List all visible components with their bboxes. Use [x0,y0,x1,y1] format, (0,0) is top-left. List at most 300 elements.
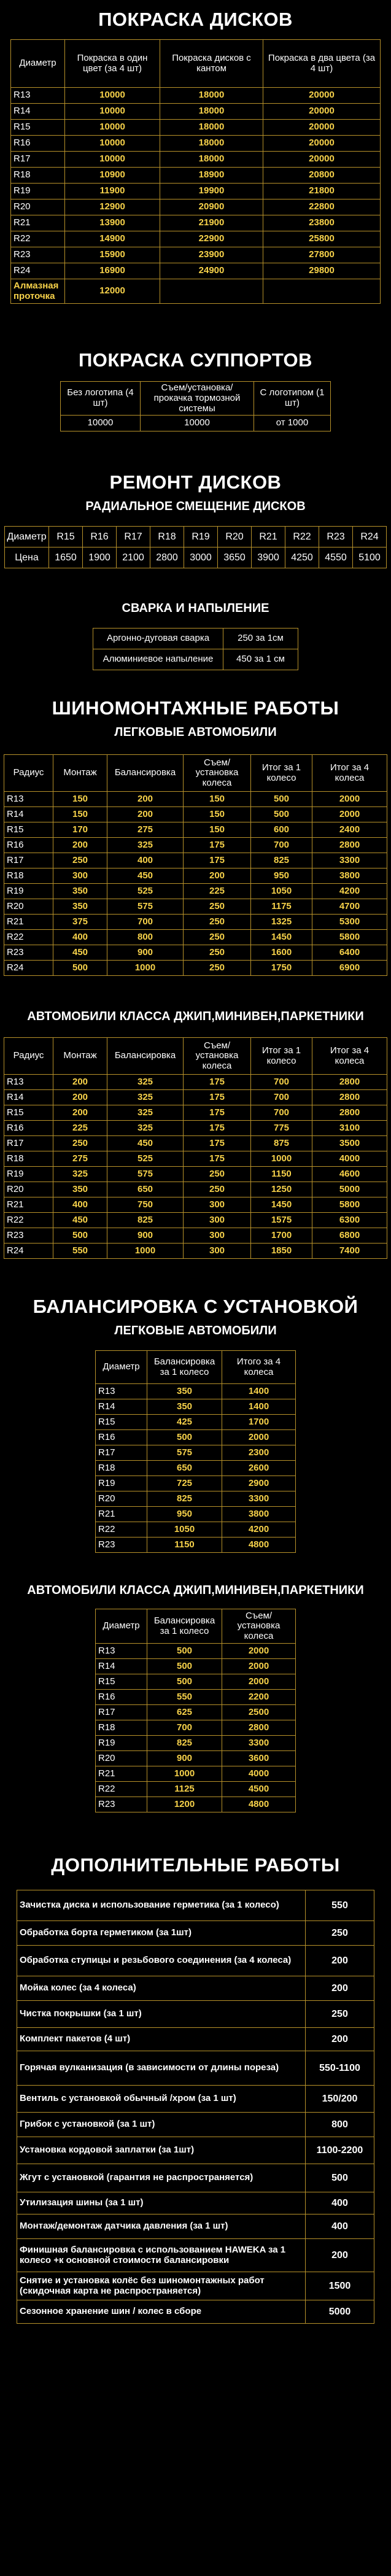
price-cell: 700 [147,1720,222,1736]
diameter-cell: R20 [4,1182,53,1197]
price-cell: 825 [251,853,312,868]
price-cell: 175 [184,1075,251,1090]
extra-works-table [17,1890,374,2324]
service-price: 200 [306,1946,374,1976]
table-row [96,1674,296,1690]
price-cell: 2000 [312,807,387,822]
table-row [96,1522,296,1537]
price-cell: 225 [53,1121,107,1136]
price-cell: 200 [107,807,184,822]
price-cell: 200 [107,792,184,807]
price-cell: 450 [107,1136,184,1151]
service-name: Сезонное хранение шин / колес в сборе [17,2300,306,2324]
price-cell: 2100 [117,547,150,568]
col-header: Съем/ установка колеса [184,1038,251,1075]
price-cell: 700 [251,1090,312,1105]
service-name: Жгут с установкой (гарантия не распространяется) [17,2164,306,2192]
diameter-cell: R17 [4,853,53,868]
price-cell: 4200 [222,1522,296,1537]
price-cell: 20000 [263,120,381,136]
diameter-cell: R17 [4,1136,53,1151]
price-cell: от 1000 [254,416,331,431]
price-cell: 325 [107,1121,184,1136]
disc-repair-title: РЕМОНТ ДИСКОВ [109,471,282,493]
table-row [96,1705,296,1720]
table-row [11,104,381,120]
diameter-cell: R13 [4,792,53,807]
price-cell: 900 [147,1751,222,1766]
row-label: Цена [5,547,49,568]
price-cell: 300 [53,868,107,884]
price-cell: 725 [147,1476,222,1491]
service-price: 400 [306,2192,374,2214]
price-cell: 600 [251,822,312,838]
diameter-cell: R15 [4,1105,53,1121]
disc-repair-table [4,526,387,568]
price-cell: 5100 [353,547,387,568]
price-cell: 400 [53,1197,107,1213]
service-price: 450 за 1 см [223,649,298,670]
col-header: Съем/ установка колеса [222,1609,296,1644]
price-cell: 1050 [251,884,312,899]
diameter-cell: R17 [117,527,150,547]
tire-suv-table [4,1037,387,1259]
diameter-cell: R22 [4,1213,53,1228]
price-cell: 2600 [222,1461,296,1476]
price-cell: 200 [53,1075,107,1090]
table-row [17,2086,374,2113]
balancing-title: БАЛАНСИРОВКА С УСТАНОВКОЙ [33,1296,358,1318]
price-cell: 250 [184,930,251,945]
price-cell: 2000 [312,792,387,807]
price-cell: 16900 [65,263,160,279]
service-price: 250 за 1см [223,629,298,649]
diameter-cell: R14 [96,1659,147,1674]
price-cell: 1600 [251,945,312,961]
service-name: Финишная балансировка с использованием HAWEKA за 1 колесо +к основной стоимости балансировки [17,2239,306,2272]
service-price: 250 [306,2001,374,2028]
price-cell: 400 [53,930,107,945]
table-row [11,199,381,215]
price-cell: 200 [53,1105,107,1121]
diameter-cell: R18 [4,868,53,884]
price-cell: 10000 [65,152,160,168]
empty-cell [263,279,381,304]
price-cell: 1400 [222,1399,296,1415]
price-cell: 900 [107,1228,184,1244]
tire-suv-subtitle: АВТОМОБИЛИ КЛАССА ДЖИП,МИНИВЕН,ПАРКЕТНИКИ [27,1010,364,1024]
table-row [11,88,381,104]
diameter-cell: R16 [83,527,117,547]
diameter-cell: R18 [96,1461,147,1476]
price-cell: 20900 [160,199,263,215]
price-cell: 2900 [222,1476,296,1491]
service-name: Обработка борта герметиком (за 1шт) [17,1921,306,1946]
price-cell: 750 [107,1197,184,1213]
price-cell: 2800 [150,547,184,568]
price-cell: 6300 [312,1213,387,1228]
col-header: Диаметр [11,40,65,88]
service-name: Комплект пакетов (4 шт) [17,2028,306,2051]
price-cell: 700 [107,915,184,930]
diameter-cell: R13 [96,1644,147,1659]
price-cell: 1325 [251,915,312,930]
price-cell: 2800 [312,1075,387,1090]
price-cell: 2800 [312,1090,387,1105]
price-cell: 200 [184,868,251,884]
col-header: Покраска в два цвета (за 4 шт) [263,40,381,88]
price-cell: 5800 [312,1197,387,1213]
table-row [96,1399,296,1415]
table-row [17,2051,374,2086]
table-row [4,945,387,961]
price-cell: 325 [107,1075,184,1090]
table-row [96,1659,296,1674]
price-cell: 1200 [147,1797,222,1812]
price-cell: 150 [53,807,107,822]
price-cell: 22800 [263,199,381,215]
price-cell: 825 [147,1736,222,1751]
price-cell: 1175 [251,899,312,915]
price-cell: 875 [251,1136,312,1151]
diameter-cell: R13 [4,1075,53,1090]
service-price: 550-1100 [306,2051,374,2086]
service-name: Мойка колес (за 4 колеса) [17,1976,306,2001]
price-cell: 150 [184,792,251,807]
price-cell: 250 [53,853,107,868]
price-cell: 375 [53,915,107,930]
table-row [4,1228,387,1244]
price-cell: 500 [147,1644,222,1659]
table-row [4,1105,387,1121]
diameter-cell: R13 [96,1384,147,1399]
price-cell: 175 [184,853,251,868]
diameter-cell: R17 [96,1445,147,1461]
table-row [4,1182,387,1197]
table-row [11,120,381,136]
table-row [17,2214,374,2239]
balancing-cars-table [95,1350,296,1553]
price-cell: 4700 [312,899,387,915]
diameter-cell: R16 [4,1121,53,1136]
col-header: Балансировка за 1 колесо [147,1609,222,1644]
welding-table [93,628,298,670]
col-header: Балансировка [107,1038,184,1075]
diameter-cell: R23 [11,247,65,263]
diameter-cell: R18 [150,527,184,547]
table-row [17,2137,374,2164]
disc-repair-subtitle: РАДИАЛЬНОЕ СМЕЩЕНИЕ ДИСКОВ [85,500,306,514]
price-cell: 1450 [251,1197,312,1213]
price-cell: 10000 [65,120,160,136]
price-cell: 350 [53,899,107,915]
diameter-cell: R17 [11,152,65,168]
service-name: Монтаж/демонтаж датчика давления (за 1 шт) [17,2214,306,2239]
price-cell: 23800 [263,215,381,231]
price-cell: 1575 [251,1213,312,1228]
service-price: 200 [306,1976,374,2001]
price-cell: 300 [184,1197,251,1213]
price-cell: 300 [184,1228,251,1244]
empty-cell [160,279,263,304]
diameter-cell: R19 [184,527,218,547]
diameter-cell: R22 [96,1782,147,1797]
diameter-cell: R13 [11,88,65,104]
price-cell: 24900 [160,263,263,279]
table-row [4,1213,387,1228]
diameter-cell: R20 [4,899,53,915]
price-cell: 5800 [312,930,387,945]
diameter-cell: R24 [11,263,65,279]
diameter-cell: R20 [96,1751,147,1766]
service-price: 550 [306,1890,374,1921]
diameter-cell: R19 [11,184,65,199]
price-cell: 29800 [263,263,381,279]
diameter-cell: R14 [4,1090,53,1105]
price-cell: 500 [147,1659,222,1674]
price-cell: 175 [184,1151,251,1167]
table-row [96,1720,296,1736]
price-cell: 2200 [222,1690,296,1705]
col-header: Радиус [4,1038,53,1075]
col-header: Итог за 4 колеса [312,1038,387,1075]
diameter-cell: R14 [96,1399,147,1415]
price-cell: 4000 [222,1766,296,1782]
price-cell: 825 [147,1491,222,1507]
service-price: 500 [306,2164,374,2192]
price-cell: 525 [107,1151,184,1167]
price-cell: 3650 [218,547,252,568]
diameter-cell: R21 [4,1197,53,1213]
diameter-cell: R20 [11,199,65,215]
disc-painting-title: ПОКРАСКА ДИСКОВ [98,9,293,30]
table-row [17,2192,374,2214]
table-row [11,231,381,247]
service-name: Утилизация шины (за 1 шт) [17,2192,306,2214]
diameter-cell: R14 [4,807,53,822]
price-cell: 10000 [65,136,160,152]
price-cell: 450 [107,868,184,884]
price-cell: 14900 [65,231,160,247]
diameter-cell: R22 [4,930,53,945]
table-row [96,1384,296,1399]
diameter-cell: R18 [4,1151,53,1167]
price-cell: 3800 [222,1507,296,1522]
price-cell: 250 [184,945,251,961]
table-row [17,2028,374,2051]
price-cell: 350 [147,1384,222,1399]
col-header: Диаметр [96,1609,147,1644]
price-cell: 18000 [160,152,263,168]
table-row [11,136,381,152]
price-cell: 10000 [61,416,141,431]
price-cell: 150 [184,807,251,822]
price-cell: 150 [53,792,107,807]
table-row [11,247,381,263]
price-cell: 775 [251,1121,312,1136]
col-header: Балансировка [107,755,184,792]
price-cell: 800 [107,930,184,945]
price-cell: 425 [147,1415,222,1430]
welding-title: СВАРКА И НАПЫЛЕНИЕ [122,601,269,616]
price-cell: 170 [53,822,107,838]
price-cell: 250 [184,899,251,915]
price-cell: 4600 [312,1167,387,1182]
table-row [4,853,387,868]
service-name: Обработка ступицы и резьбового соединения (за 4 колеса) [17,1946,306,1976]
extra-works-title: ДОПОЛНИТЕЛЬНЫЕ РАБОТЫ [51,1854,340,1876]
col-header: Монтаж [53,1038,107,1075]
table-row [96,1537,296,1553]
col-header: Монтаж [53,755,107,792]
price-cell: 700 [251,1105,312,1121]
table-row [17,2239,374,2272]
price-cell: 10900 [65,168,160,184]
price-cell: 175 [184,838,251,853]
price-cell: 3900 [252,547,285,568]
table-row [11,279,381,304]
price-cell: 2000 [222,1644,296,1659]
calipers-table [60,381,331,431]
price-cell: 625 [147,1705,222,1720]
price-cell: 21900 [160,215,263,231]
col-header: Покраска дисков с кантом [160,40,263,88]
table-row [11,184,381,199]
diameter-cell: R15 [11,120,65,136]
price-cell: 250 [53,1136,107,1151]
table-row [11,152,381,168]
table-row [96,1690,296,1705]
price-cell: 200 [53,1090,107,1105]
price-cell: 1650 [49,547,83,568]
table-row [4,807,387,822]
price-cell: 175 [184,1090,251,1105]
price-cell: 1900 [83,547,117,568]
price-cell: 1150 [147,1537,222,1553]
diameter-cell: R21 [11,215,65,231]
price-cell: 18000 [160,120,263,136]
price-cell: 950 [251,868,312,884]
diameter-cell: R15 [96,1415,147,1430]
table-row [4,1197,387,1213]
diameter-cell: R23 [96,1537,147,1553]
price-cell: 1000 [147,1766,222,1782]
table-row [4,838,387,853]
price-cell: 1250 [251,1182,312,1197]
price-cell: 1450 [251,930,312,945]
table-row [4,1090,387,1105]
price-cell: 18000 [160,88,263,104]
service-name: Снятие и установка колёс без шиномонтажных работ (скидочная карта не распространяется) [17,2272,306,2300]
price-cell: 175 [184,1105,251,1121]
price-cell: 3600 [222,1751,296,1766]
service-price: 150/200 [306,2086,374,2113]
diameter-cell: R15 [49,527,83,547]
table-row [96,1491,296,1507]
diameter-cell: R16 [96,1690,147,1705]
price-cell: 18900 [160,168,263,184]
tire-cars-table [4,754,387,976]
price-cell: 1125 [147,1782,222,1797]
price-cell: 325 [53,1167,107,1182]
price-cell: 575 [147,1445,222,1461]
price-cell: 1050 [147,1522,222,1537]
table-row [96,1736,296,1751]
service-price: 250 [306,1921,374,1946]
table-row [96,1415,296,1430]
row-label: Диаметр [5,527,49,547]
price-cell: 275 [53,1151,107,1167]
balancing-cars-subtitle: ЛЕГКОВЫЕ АВТОМОБИЛИ [114,1324,277,1338]
diameter-cell: R16 [4,838,53,853]
table-row [4,930,387,945]
price-cell: 225 [184,884,251,899]
price-cell: 525 [107,884,184,899]
diameter-cell: R19 [96,1736,147,1751]
table-row [96,1797,296,1812]
price-cell: 10000 [65,104,160,120]
price-cell: 3500 [312,1136,387,1151]
price-cell: 15900 [65,247,160,263]
price-cell: 19900 [160,184,263,199]
price-cell: 175 [184,1121,251,1136]
price-cell: 2000 [222,1659,296,1674]
tire-cars-subtitle: ЛЕГКОВЫЕ АВТОМОБИЛИ [114,725,277,740]
price-cell: 2800 [312,1105,387,1121]
price-cell: 5000 [312,1182,387,1197]
price-cell: 1750 [251,961,312,976]
col-header: Итог за 4 колеса [312,755,387,792]
diameter-cell: R23 [96,1797,147,1812]
table-row [17,2300,374,2324]
col-header: Итого за 4 колеса [222,1351,296,1384]
table-row [96,1644,296,1659]
price-cell: 1000 [251,1151,312,1167]
diameter-cell: R15 [4,822,53,838]
diameter-cell: R21 [96,1507,147,1522]
col-header: Без логотипа (4 шт) [61,382,141,416]
service-name: Грибок с установкой (за 1 шт) [17,2113,306,2137]
price-cell: 650 [107,1182,184,1197]
col-header: Балансировка за 1 колесо [147,1351,222,1384]
col-header: Съем/ установка колеса [184,755,251,792]
price-cell: 6900 [312,961,387,976]
price-cell: 5300 [312,915,387,930]
diameter-cell: R20 [218,527,252,547]
balancing-suv-subtitle: АВТОМОБИЛИ КЛАССА ДЖИП,МИНИВЕН,ПАРКЕТНИКИ [27,1584,364,1598]
price-cell: 500 [147,1674,222,1690]
table-row [96,1476,296,1491]
price-cell: 500 [251,792,312,807]
price-cell: 2500 [222,1705,296,1720]
table-row [4,961,387,976]
price-cell: 450 [53,1213,107,1228]
price-cell: 250 [184,1167,251,1182]
price-cell: 1150 [251,1167,312,1182]
table-row [17,1890,374,1921]
table-row [4,822,387,838]
diameter-cell: R24 [4,1244,53,1259]
price-cell: 175 [184,1136,251,1151]
col-header: С логотипом (1 шт) [254,382,331,416]
table-row [96,1461,296,1476]
diameter-cell: R22 [285,527,319,547]
price-cell: 275 [107,822,184,838]
price-cell: 825 [107,1213,184,1228]
col-header: Итог за 1 колесо [251,755,312,792]
diameter-cell: R21 [252,527,285,547]
price-cell: 350 [53,1182,107,1197]
